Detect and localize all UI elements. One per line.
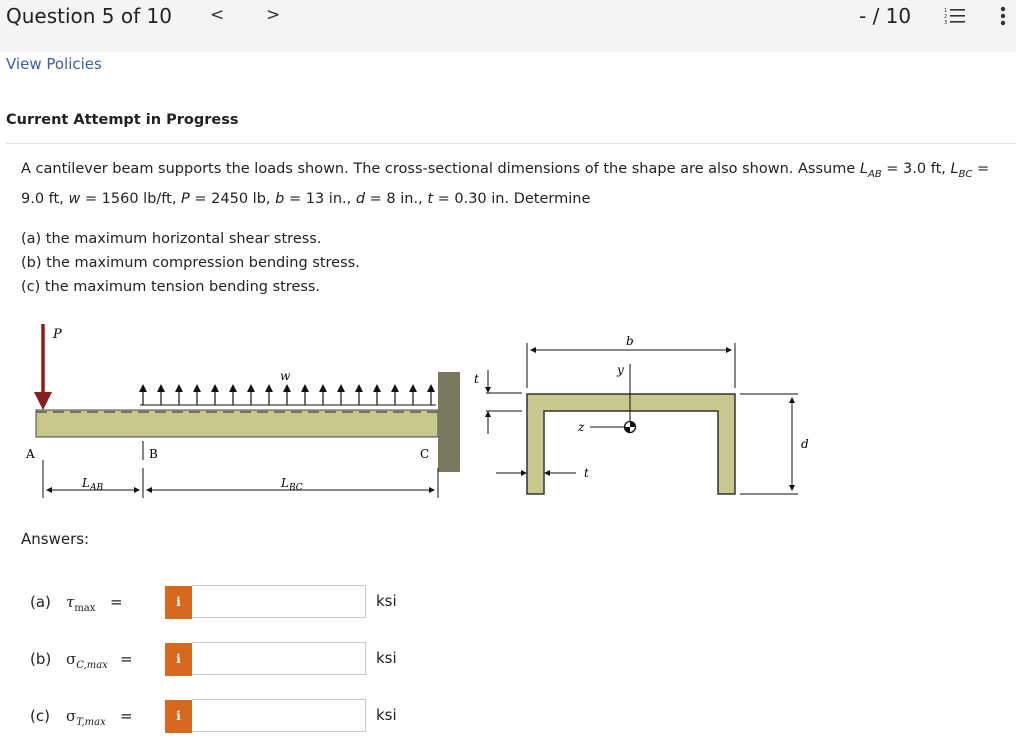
question-counter: Question 5 of 10 bbox=[6, 4, 172, 28]
answer-row-c bbox=[0, 699, 420, 735]
load-arrowhead bbox=[373, 384, 381, 392]
load-arrowhead bbox=[355, 384, 363, 392]
label-w: w bbox=[280, 369, 291, 383]
beam bbox=[36, 410, 438, 437]
load-arrowhead bbox=[247, 384, 255, 392]
load-arrowhead bbox=[157, 384, 165, 392]
label-LBC: $L_{BC}$ bbox=[281, 476, 303, 493]
answer-input-b[interactable] bbox=[192, 642, 366, 675]
load-arrowhead bbox=[193, 384, 201, 392]
view-policies-link[interactable]: View Policies bbox=[6, 55, 102, 73]
unit-label: ksi bbox=[376, 706, 397, 724]
top-bar bbox=[0, 0, 1016, 52]
answer-input-c[interactable] bbox=[192, 699, 366, 732]
more-options-icon[interactable] bbox=[1000, 6, 1006, 26]
equals-sign: = bbox=[110, 593, 123, 611]
attempt-status: Current Attempt in Progress bbox=[6, 112, 239, 128]
label-y: y bbox=[617, 363, 624, 377]
answer-symbol: $\tau_{max}$ bbox=[66, 593, 96, 614]
unit-label: ksi bbox=[376, 649, 397, 667]
svg-text:2: 2 bbox=[944, 14, 948, 20]
answer-row-b bbox=[0, 642, 420, 678]
info-button[interactable]: i bbox=[165, 643, 192, 676]
load-arrowhead bbox=[301, 384, 309, 392]
label-d: d bbox=[801, 437, 809, 451]
equals-sign: = bbox=[120, 650, 133, 668]
channel-cross-section bbox=[527, 394, 735, 494]
answer-symbol: $\sigma_{T,max}$ bbox=[66, 707, 106, 728]
problem-parts bbox=[21, 227, 360, 299]
load-arrowhead bbox=[409, 384, 417, 392]
part-b-text: (b) the maximum compression bending stress. bbox=[21, 255, 360, 271]
beam-figure bbox=[0, 310, 1016, 510]
label-t-top: t bbox=[474, 372, 479, 386]
load-arrowhead bbox=[139, 384, 147, 392]
part-c-text: (c) the maximum tension bending stress. bbox=[21, 279, 321, 295]
part-letter: (b) bbox=[30, 650, 52, 668]
unit-label: ksi bbox=[376, 592, 397, 610]
label-LAB: $L_{AB}$ bbox=[82, 476, 104, 493]
label-P: P bbox=[53, 327, 62, 342]
point-load-arrow bbox=[34, 324, 52, 410]
info-button[interactable]: i bbox=[165, 700, 192, 733]
label-z: z bbox=[578, 420, 585, 434]
label-B: B bbox=[149, 447, 158, 461]
load-arrowhead bbox=[175, 384, 183, 392]
label-C: C bbox=[420, 447, 430, 461]
fixed-wall bbox=[438, 372, 460, 472]
label-b: b bbox=[626, 334, 634, 348]
problem-statement: A cantilever beam supports the loads shown. The cross-sectional dimensions of the shape are also shown. Assume $L_{AB} = 3.0$ ft, $L_{BC} = 9.0$ ft, w = 1560 lb/ft, P = 2450 lb, b = 13 in., d = 8 in., t = 0.30 in. Determine bbox=[21, 161, 990, 207]
equals-sign: = bbox=[120, 707, 133, 725]
label-t-side: t bbox=[584, 466, 589, 480]
load-arrowhead bbox=[211, 384, 219, 392]
svg-text:1: 1 bbox=[944, 8, 948, 14]
load-arrowhead bbox=[337, 384, 345, 392]
part-letter: (a) bbox=[30, 593, 51, 611]
load-arrowhead bbox=[229, 384, 237, 392]
svg-text:3: 3 bbox=[944, 20, 948, 25]
next-question-button[interactable]: > bbox=[266, 5, 281, 25]
divider bbox=[6, 143, 1016, 144]
part-a-text: (a) the maximum horizontal shear stress. bbox=[21, 231, 322, 247]
load-arrowhead bbox=[427, 384, 435, 392]
previous-question-button[interactable]: < bbox=[210, 5, 225, 25]
distributed-load-arrows bbox=[139, 384, 436, 405]
answer-symbol: $\sigma_{C,max}$ bbox=[66, 650, 108, 671]
load-arrowhead bbox=[319, 384, 327, 392]
answer-input-a[interactable] bbox=[192, 585, 366, 618]
answer-row-a bbox=[0, 585, 420, 621]
load-arrowhead bbox=[283, 384, 291, 392]
load-arrowhead bbox=[391, 384, 399, 392]
answers-label: Answers: bbox=[21, 530, 90, 548]
label-A: A bbox=[26, 447, 35, 461]
part-letter: (c) bbox=[30, 707, 50, 725]
info-button[interactable]: i bbox=[165, 586, 192, 619]
question-list-icon[interactable] bbox=[944, 7, 966, 25]
score-display: - / 10 bbox=[859, 4, 912, 28]
load-arrowhead bbox=[265, 384, 273, 392]
